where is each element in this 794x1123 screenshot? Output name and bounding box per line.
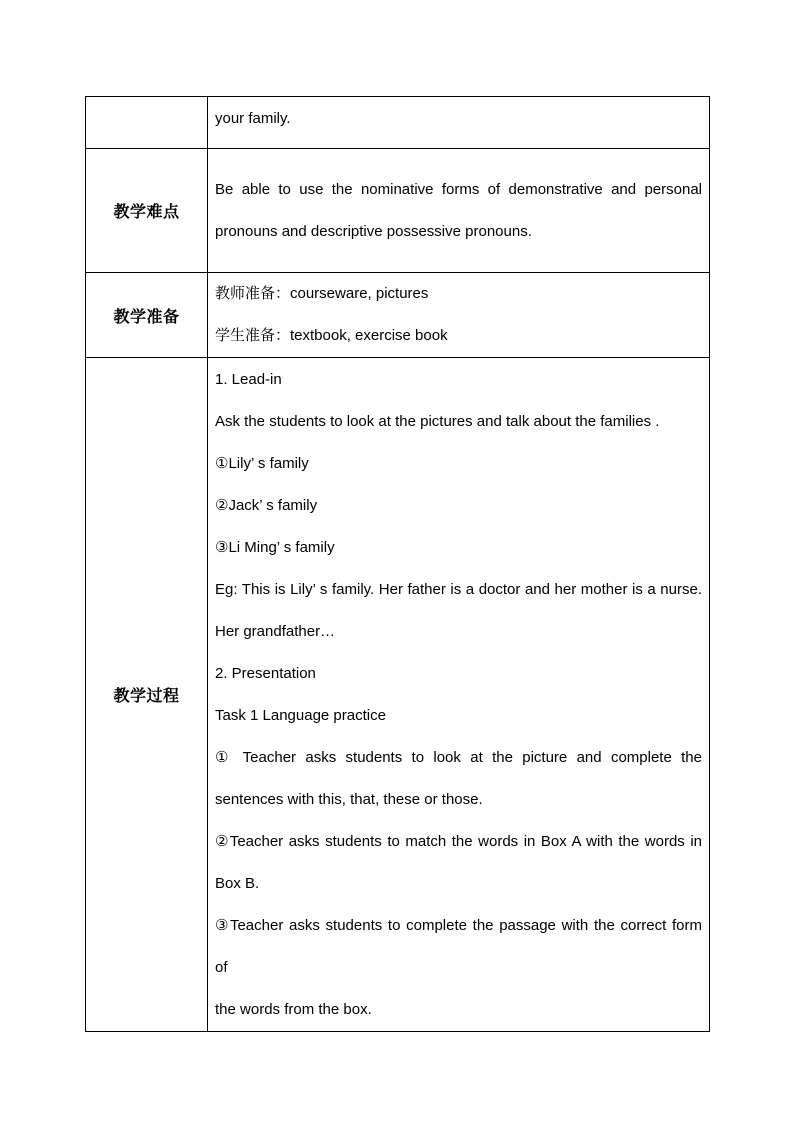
content-line: 教师准备：courseware, pictures — [215, 285, 429, 302]
content-line: the words from the box. — [215, 1001, 372, 1018]
content-line: Box B. — [215, 875, 260, 892]
table-row-teaching-difficulty — [86, 149, 710, 273]
content-line: 学生准备：textbook, exercise book — [215, 327, 448, 344]
row-content-family — [208, 97, 710, 149]
content-line: ①Lily’ s family — [215, 455, 309, 472]
row-label-teaching-difficulty: 教学难点 — [86, 149, 208, 273]
content-line: ③Teacher asks students to complete the passage with the correct form of — [215, 917, 702, 976]
content-line: Task 1 Language practice — [215, 707, 386, 724]
row-label-teaching-process: 教学过程 — [86, 358, 208, 1032]
content-line: 1. Lead-in — [215, 371, 282, 388]
row-content-teaching-difficulty — [208, 149, 710, 273]
content-line: Eg: This is Lily’ s family. Her father is a doctor and her mother is a nurse. — [215, 581, 702, 598]
content-line: ②Jack’ s family — [215, 497, 318, 514]
content-line: pronouns and descriptive possessive pronouns. — [215, 222, 532, 240]
row-content-teaching-preparation — [208, 273, 710, 358]
content-line: ②Teacher asks students to match the words in Box A with the words in — [215, 833, 702, 850]
content-line: 2. Presentation — [215, 665, 316, 682]
row-content-teaching-process — [208, 358, 710, 1032]
table-row-teaching-process — [86, 358, 710, 1032]
content-line: sentences with this, that, these or those. — [215, 791, 483, 808]
table-row-family — [86, 97, 710, 149]
row-label-teaching-preparation: 教学准备 — [86, 273, 208, 358]
content-line: your family. — [215, 110, 291, 127]
content-line: Ask the students to look at the pictures and talk about the families . — [215, 413, 660, 430]
content-line: Her grandfather… — [215, 623, 336, 640]
table-row-teaching-preparation — [86, 273, 710, 358]
lesson-plan-table — [85, 96, 710, 1032]
content-line: Be able to use the nominative forms of demonstrative and personal — [215, 180, 702, 198]
content-line: ③Li Ming’ s family — [215, 539, 335, 556]
content-line: ① Teacher asks students to look at the picture and complete the — [215, 749, 702, 766]
row-label-empty — [86, 97, 208, 149]
